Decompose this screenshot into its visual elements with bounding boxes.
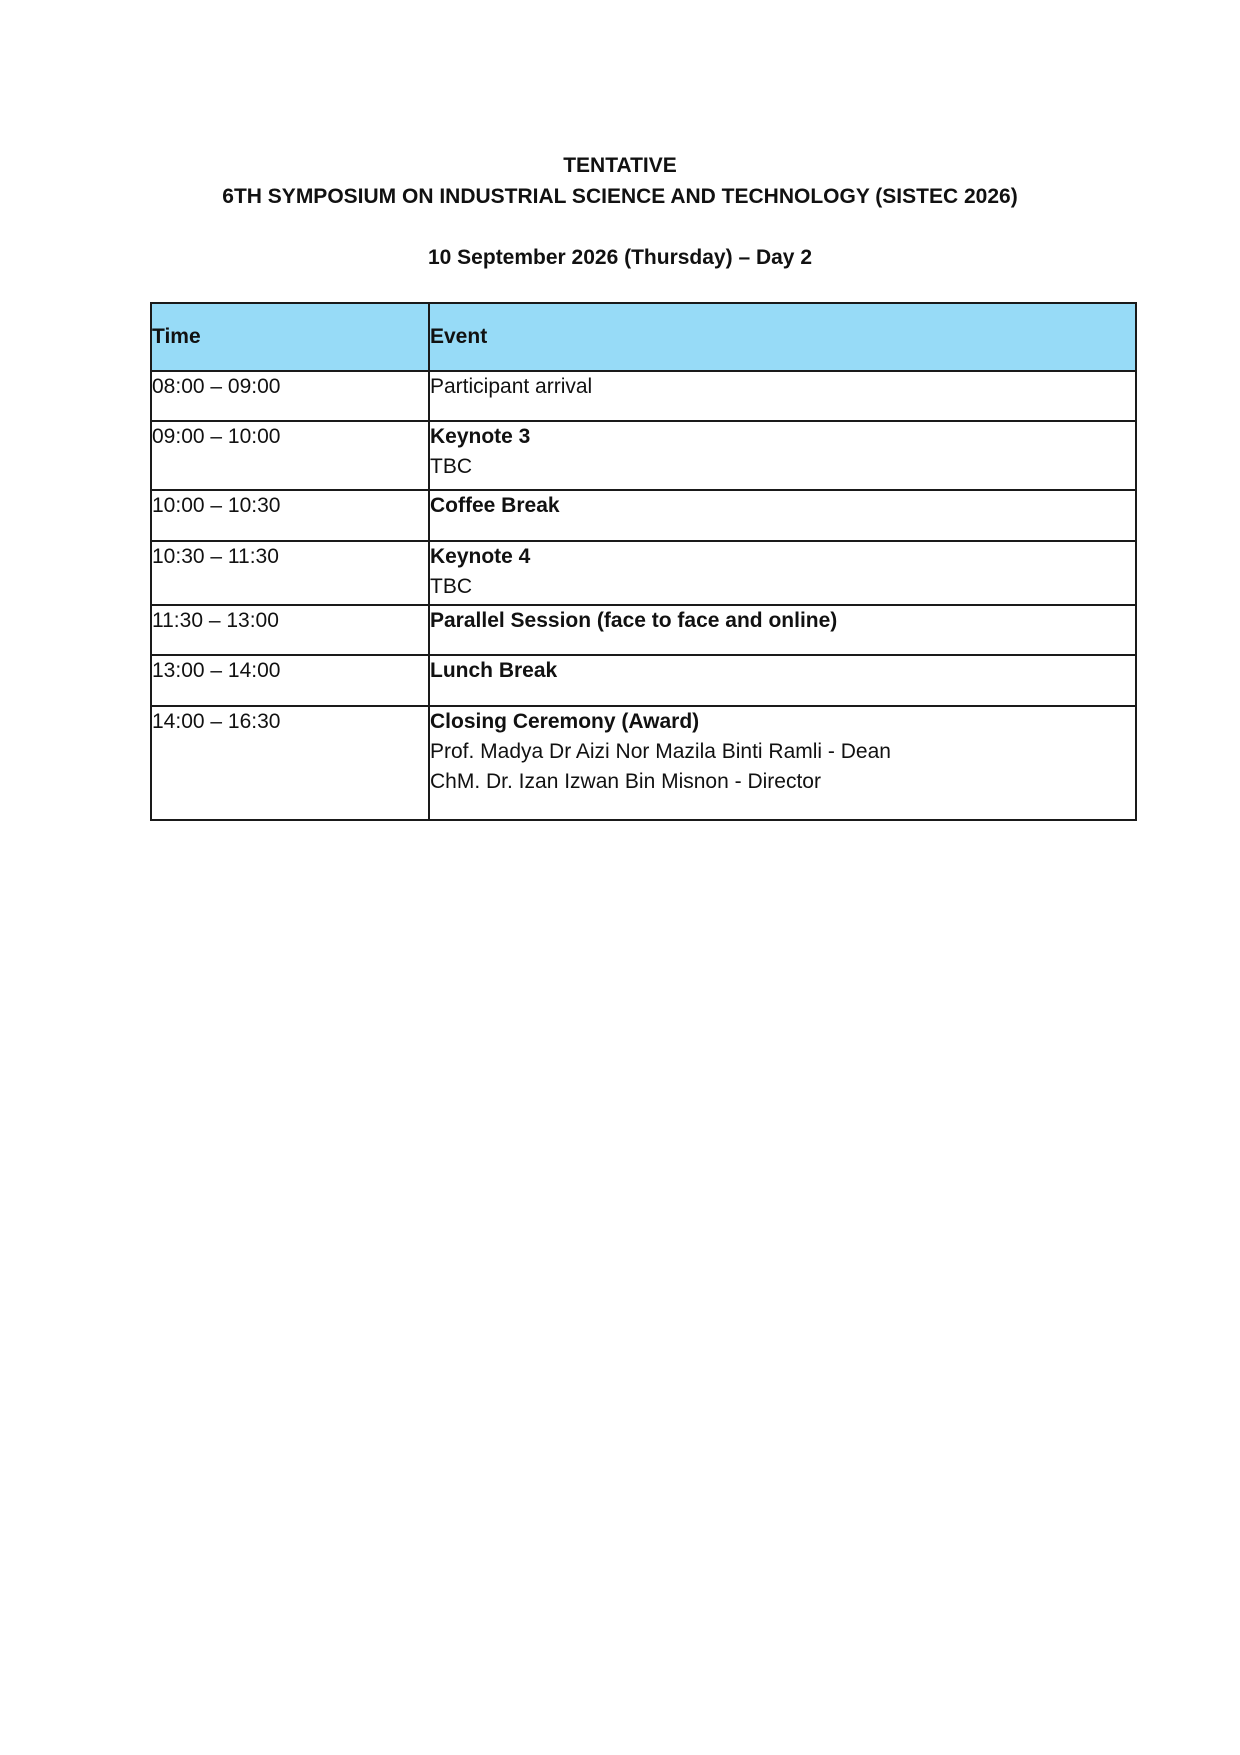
document-date: 10 September 2026 (Thursday) – Day 2 [427,246,812,269]
time-cell: 09:00 – 10:00 [151,421,429,490]
event-cell [429,706,1136,820]
event-cell [429,490,1136,541]
time-cell: 08:00 – 09:00 [151,371,429,421]
event-detail: TBC [430,455,472,478]
event-detail: Prof. Madya Dr Aizi Nor Mazila Binti Ramli - Dean [430,740,891,763]
event-detail: ChM. Dr. Izan Izwan Bin Misnon - Director [430,770,821,793]
time-cell: 10:30 – 11:30 [151,541,429,605]
table-row [151,371,1136,421]
event-title: Parallel Session (face to face and online) [430,609,838,632]
event-title: Keynote 4 [430,545,531,568]
event-cell [429,655,1136,706]
event-title: Lunch Break [430,659,558,682]
event-title: Keynote 3 [430,425,531,448]
column-header-time: Time [151,303,429,371]
table-row [151,655,1136,706]
document-label: TENTATIVE [563,154,677,177]
time-cell: 14:00 – 16:30 [151,706,429,820]
table-row [151,706,1136,820]
event-cell [429,371,1136,421]
event-title: Closing Ceremony (Award) [430,710,700,733]
document-title: 6TH SYMPOSIUM ON INDUSTRIAL SCIENCE AND TECHNOLOGY (SISTEC 2026) [222,185,1018,208]
event-cell [429,605,1136,655]
schedule-table [150,302,1137,821]
time-cell: 10:00 – 10:30 [151,490,429,541]
event-cell [429,421,1136,490]
table-row [151,490,1136,541]
time-cell: 13:00 – 14:00 [151,655,429,706]
table-row [151,605,1136,655]
table-header-row [151,303,1136,371]
event-title: Coffee Break [430,494,560,517]
table-row [151,541,1136,605]
time-cell: 11:30 – 13:00 [151,605,429,655]
event-cell [429,541,1136,605]
column-header-event: Event [429,303,1136,371]
table-row [151,421,1136,490]
event-detail: TBC [430,575,472,598]
event-detail: Participant arrival [430,375,593,398]
